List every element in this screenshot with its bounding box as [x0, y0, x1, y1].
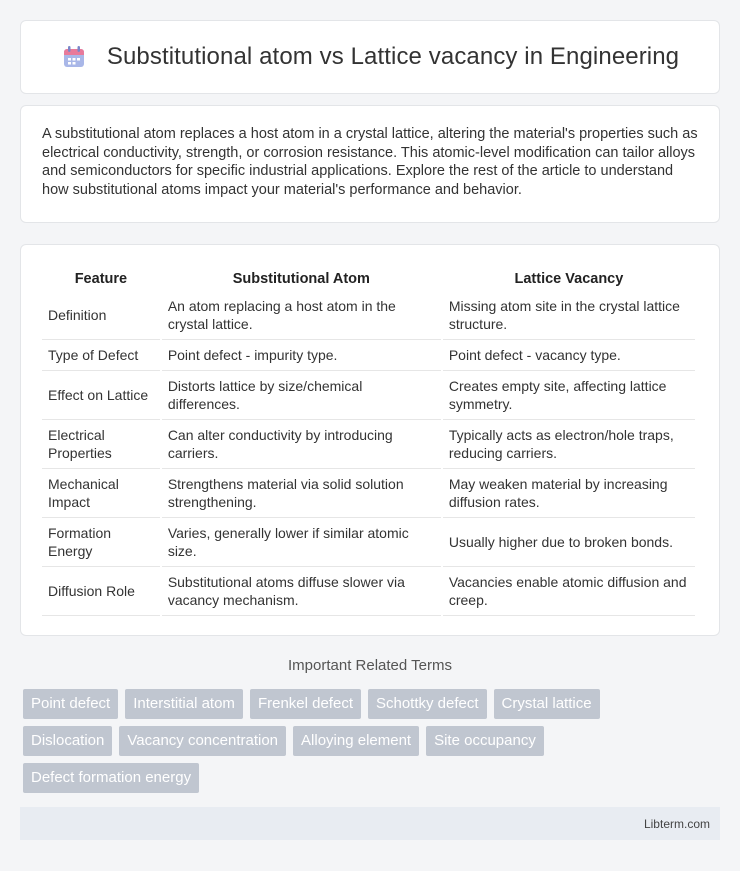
table-row: [42, 371, 695, 420]
related-terms-tags: [23, 689, 723, 800]
substitutional-cell: Substitutional atoms diffuse slower via vacancy mechanism.: [162, 567, 441, 616]
vacancy-cell: Point defect - vacancy type.: [443, 340, 695, 371]
tag-row: [23, 726, 723, 756]
substitutional-cell: Can alter conductivity by introducing carriers.: [162, 420, 441, 469]
header-card: [20, 20, 720, 94]
tag-dislocation[interactable]: Dislocation: [23, 726, 112, 756]
substitutional-cell: Varies, generally lower if similar atomic size.: [162, 518, 441, 567]
tag-point-defect[interactable]: Point defect: [23, 689, 118, 719]
tag-schottky-defect[interactable]: Schottky defect: [368, 689, 487, 719]
substitutional-cell: Point defect - impurity type.: [162, 340, 441, 371]
substitutional-cell: Strengthens material via solid solution strengthening.: [162, 469, 441, 518]
table-row: [42, 291, 695, 340]
tag-vacancy-concentration[interactable]: Vacancy concentration: [119, 726, 286, 756]
footer-site-link[interactable]: Libterm.com: [643, 816, 710, 831]
comparison-table: [40, 264, 697, 616]
tag-defect-formation-energy[interactable]: Defect formation energy: [23, 763, 199, 793]
vacancy-cell: May weaken material by increasing diffusion rates.: [443, 469, 695, 518]
table-row: [42, 518, 695, 567]
substitutional-cell: Distorts lattice by size/chemical differences.: [162, 371, 441, 420]
feature-cell: Type of Defect: [42, 340, 160, 371]
table-header-row: [42, 264, 695, 291]
footer: [20, 807, 720, 840]
vacancy-cell: Vacancies enable atomic diffusion and creep.: [443, 567, 695, 616]
tag-alloying-element[interactable]: Alloying element: [293, 726, 419, 756]
feature-cell: Formation Energy: [42, 518, 160, 567]
table-row: [42, 469, 695, 518]
tag-site-occupancy[interactable]: Site occupancy: [426, 726, 544, 756]
tag-row: [23, 689, 723, 719]
vacancy-cell: Usually higher due to broken bonds.: [443, 518, 695, 567]
vacancy-cell: Missing atom site in the crystal lattice structure.: [443, 291, 695, 340]
tag-frenkel-defect[interactable]: Frenkel defect: [250, 689, 361, 719]
table-row: [42, 340, 695, 371]
feature-cell: Mechanical Impact: [42, 469, 160, 518]
intro-paragraph: A substitutional atom replaces a host atom in a crystal lattice, altering the material's properties such as electrical conductivity, strength, or corrosion resistance. This atomic-level modification can tailor alloys and semiconductors for specific industrial applications. Explore the rest of the article to understand how substitutional atoms impact your material's performance and behavior.: [42, 126, 698, 198]
related-terms-title: Important Related Terms: [288, 657, 452, 674]
page-title: Substitutional atom vs Lattice vacancy in Engineering: [106, 43, 680, 70]
tag-row: [23, 763, 723, 793]
feature-cell: Electrical Properties: [42, 420, 160, 469]
feature-cell: Diffusion Role: [42, 567, 160, 616]
column-header-lattice-vacancy: Lattice Vacancy: [514, 271, 624, 287]
tag-interstitial-atom[interactable]: Interstitial atom: [125, 689, 243, 719]
substitutional-cell: An atom replacing a host atom in the crystal lattice.: [162, 291, 441, 340]
column-header-feature: Feature: [74, 271, 128, 287]
column-header-substitutional-atom: Substitutional Atom: [232, 271, 370, 287]
vacancy-cell: Typically acts as electron/hole traps, reducing carriers.: [443, 420, 695, 469]
comparison-table-card: [20, 244, 720, 636]
table-row: [42, 420, 695, 469]
tag-crystal-lattice[interactable]: Crystal lattice: [494, 689, 600, 719]
table-row: [42, 567, 695, 616]
vacancy-cell: Creates empty site, affecting lattice symmetry.: [443, 371, 695, 420]
feature-cell: Effect on Lattice: [42, 371, 160, 420]
calendar-icon: [61, 44, 87, 70]
feature-cell: Definition: [42, 291, 160, 340]
intro-card: [20, 105, 720, 223]
